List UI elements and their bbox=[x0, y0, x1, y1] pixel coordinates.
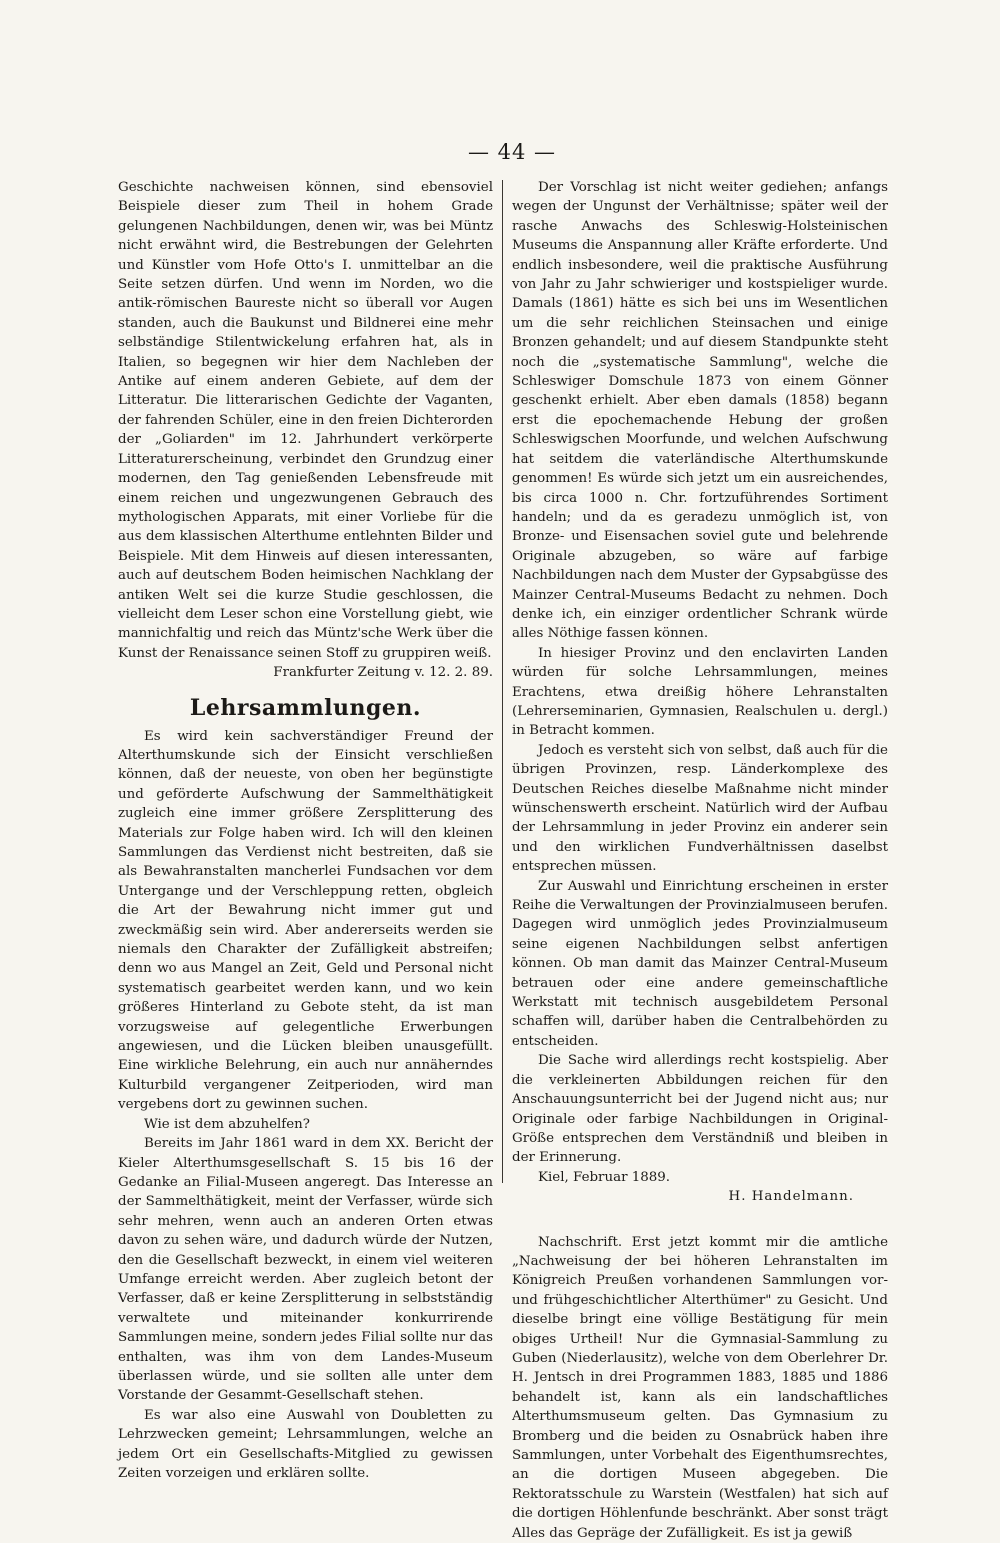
paragraph: Zur Auswahl und Einrichtung erscheinen in erster Reihe die Verwaltungen der Provinzialmuseen berufen. Dagegen wird unmöglich jedes Provinzialmuseum seine eigenen Nachbildungen selbst anfertigen können. Ob man damit das Mainzer Central-Museum betrauen oder eine andere gemeinschaftliche Werkstatt mit technisch ausgebildetem Personal schaffen will, darüber haben die Centralbehörden zu entscheiden. bbox=[512, 878, 888, 1049]
author-signature: H. Handelmann. bbox=[728, 1189, 854, 1205]
paragraph: Jedoch es versteht sich von selbst, daß auch für die übrigen Provinzen, resp. Länderkomplexe des Deutschen Reiches dieselbe Maßnahme nicht minder wünschenswerth erscheint. Natürlich wird der Aufbau der Lehrsammlung in jeder Provinz ein anderer sein und den wirklichen Fundverhältnissen daselbst entsprechen müssen. bbox=[512, 742, 888, 875]
paragraph: In hiesiger Provinz und den enclavirten Landen würden für solche Lehrsammlungen, meines Erachtens, etwa dreißig höhere Lehranstalten (Lehrerseminarien, Gymnasien, Realschulen u. dergl.) in Betracht kommen. bbox=[512, 645, 888, 739]
section-spacer bbox=[512, 1207, 888, 1233]
column-divider bbox=[502, 180, 503, 1183]
page-number: — 44 — bbox=[467, 140, 557, 164]
right-column bbox=[512, 178, 888, 1543]
place-date: Kiel, Februar 1889. bbox=[538, 1169, 671, 1185]
paragraph: Der Vorschlag ist nicht weiter gediehen; anfangs wegen der Ungunst der Verhältnisse; später weil der rasche Anwachs des Schleswig-Holsteinischen Museums die Anspannung aller Kräfte erforderte. Und endlich insbesondere, weil die praktische Ausführung von Jahr zu Jahr schwieriger und kostspieliger wurde. Damals (1861) hätte es sich bei uns im Wesentlichen um die sehr reichlichen Steinsachen und einige Bronzen gehandelt; und auf diesem Standpunkte steht noch die „systematische Sammlung", welche die Schleswiger Domschule 1873 von einem Gönner geschenkt erhielt. Aber eben damals (1858) begann erst die epochemachende Hebung der großen Schleswigschen Moorfunde, und welchen Aufschwung hat seitdem die vaterländische Alterthumskunde genommen! Es würde sich jetzt um ein ausreichendes, bis circa 1000 n. Chr. fortzuführendes Sortiment handeln; und da es geradezu unmöglich ist, von Bronze- und Eisensachen soviel gute und belehrende Originale abzugeben, so wäre auf farbige Nachbildungen nach dem Muster der Gypsabgüsse des Mainzer Central-Museums Bedacht zu nehmen. Doch denke ich, ein einziger ordentlicher Schrank würde alles Nöthige fassen können. bbox=[512, 180, 888, 642]
section-heading: Lehrsammlungen. bbox=[189, 694, 422, 721]
paragraph: Es wird kein sachverständiger Freund der Alterthumskunde sich der Einsicht verschließen können, daß der neueste, von oben her begünstigte und geförderte Aufschwung der Sammelthätigkeit zugleich eine immer größere Zersplitterung des Materials zur Folge haben wird. Ich will den kleinen Sammlungen das Verdienst nicht bestreiten, daß sie als Bewahranstalten mancherlei Fundsachen vor dem Untergange und der Verschleppung retten, obgleich die Art der Bewahrung nicht immer gut und zweckmäßig sein wird. Aber andererseits werden sie niemals den Charakter der Zufälligkeit abstreifen; denn wo aus Mangel an Zeit, Geld und Personal nicht systematisch gearbeitet werden kann, und wo kein größeres Hinterland zu Gebote steht, da ist man vorzugsweise auf gelegentliche Erwerbungen angewiesen, und die Lücken bleiben unausgefüllt. Eine wirkliche Belehrung, ein auch nur annäherndes Kulturbild vergangener Zeitperioden, wird man vergebens dort zu gewinnen suchen. bbox=[118, 728, 493, 1113]
paragraph: Es war also eine Auswahl von Doubletten zu Lehrzwecken gemeint; Lehrsammlungen, welche an jedem Ort ein Gesellschafts-Mitglied zu gewissen Zeiten vorzeigen und erklären sollte. bbox=[118, 1407, 493, 1481]
paragraph: Wie ist dem abzuhelfen? bbox=[144, 1116, 310, 1132]
postscript: Nachschrift. Erst jetzt kommt mir die amtliche „Nachweisung der bei höheren Lehranstalten im Königreich Preußen vorhandenen Sammlungen vor- und frühgeschichtlicher Alterthümer" zu Gesicht. Und dieselbe bringt eine völlige Bestätigung für mein obiges Urtheil! Nur die Gymnasial-Sammlung zu Guben (Niederlausitz), welche von dem Oberlehrer Dr. H. Jentsch in drei Programmen 1883, 1885 und 1886 behandelt ist, kann als ein landschaftliches Alterthumsmuseum gelten. Das Gymnasium zu Bromberg und die beiden zu Osnabrück haben ihre Sammlungen, unter Vorbehalt des Eigenthumsrechtes, an die dortigen Museen abgegeben. Die Rektoratsschule zu Warstein (Westfalen) hat sich auf die dortigen Höhlenfunde beschränkt. Aber sonst trägt Alles das Gepräge der Zufälligkeit. Es ist ja gewiß bbox=[512, 1234, 888, 1541]
paragraph: Bereits im Jahr 1861 ward in dem XX. Bericht der Kieler Alterthumsgesellschaft S. 15 bis 16 der Gedanke an Filial-Museen angeregt. Das Interesse an der Sammelthätigkeit, meint der Verfasser, würde sich sehr mehren, wenn auch an anderen Orten etwas davon zu sehen wäre, und dadurch würde der Nutzen, den die Gesellschaft bezweckt, in einem viel weiteren Umfange erreicht werden. Aber zugleich betont der Verfasser, daß er keine Zersplitterung in selbstständig verwaltete und miteinander konkurrirende Sammlungen meine, sondern jedes Filial sollte nur das enthalten, was ihm von dem Landes-Museum überlassen würde, und sie sollten alle unter dem Vorstande der Gesammt-Gesellschaft stehen. bbox=[118, 1136, 493, 1404]
source-citation: Frankfurter Zeitung v. 12. 2. 89. bbox=[273, 665, 493, 681]
paragraph: Geschichte nachweisen können, sind ebensoviel Beispiele dieser zum Theil in hohem Grade gelungenen Nachbildungen, denen wir, was bei Müntz nicht erwähnt wird, die Bestrebungen der Gelehrten und Künstler vom Hofe Otto's I. unmittelbar an die Seite setzen dürfen. Und wenn im Norden, wo die antik-römischen Baureste nicht so überall vor Augen standen, auch die Baukunst und Bildnerei eine mehr selbständige Stilentwickelung erfahren hat, als in Italien, so begegnen wir hier dem Nachleben der Antike auf einem anderen Gebiete, auf dem der Litteratur. Die litterarischen Gedichte der Vaganten, der fahrenden Schüler, eine in den freien Dichterorden der „Goliarden" im 12. Jahrhundert verkörperte Litteraturerscheinung, verbindet den Grundzug einer modernen, den Tag genießenden Lebensfreude mit einem reichen und ungezwungenen Gebrauch des mythologischen Apparats, mit einer Vorliebe für die aus dem klassischen Alterthume entlehnten Bilder und Beispiele. Mit dem Hinweis auf diesen interessanten, auch auf deutschem Boden heimischen Nachklang der antiken Welt sei die kurze Studie geschlossen, die vielleicht dem Leser schon eine Vorstellung giebt, wie mannichfaltig und reich das Müntz'sche Werk über die Kunst der Renaissance seinen Stoff zu gruppiren weiß. bbox=[118, 180, 493, 661]
paragraph: Die Sache wird allerdings recht kostspielig. Aber die verkleinerten Abbildungen reichen für den Anschauungsunterricht bei der Jugend nicht aus; nur Originale oder farbige Nachbildungen in Original-Größe entsprechen dem Verständniß und bleiben in der Erinnerung. bbox=[512, 1053, 888, 1166]
left-column bbox=[118, 178, 493, 1483]
